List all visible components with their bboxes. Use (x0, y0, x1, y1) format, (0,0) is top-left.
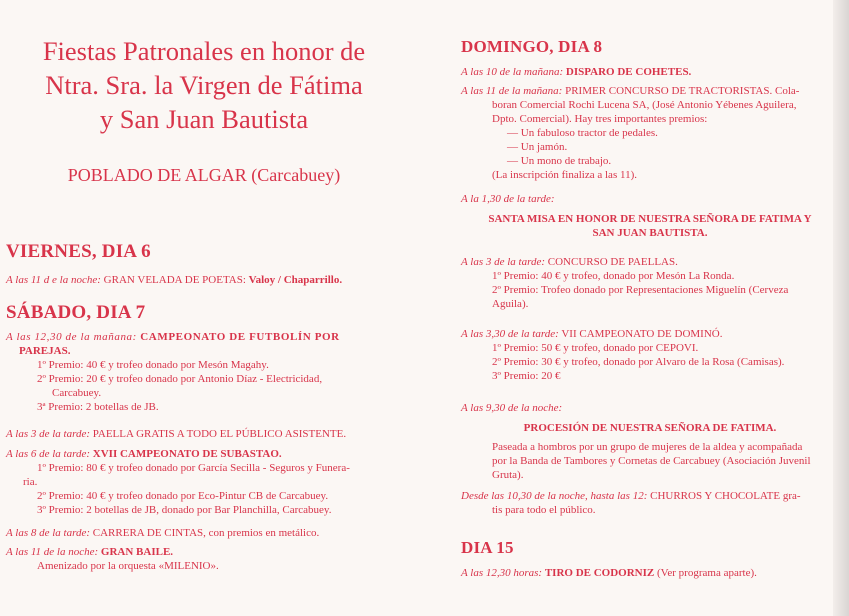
title-line-2: Ntra. Sra. la Virgen de Fátima (45, 70, 363, 100)
title-line-1: Fiestas Patronales en honor de (42, 36, 366, 66)
event-time: A las 3,30 de la tarde: (461, 328, 559, 340)
prize-1: 1º Premio: 80 € y trofeo donado por García Secilla - Seguros y Funera- (37, 462, 350, 474)
sabado-event-3 (6, 447, 406, 517)
domingo-event-6 (461, 401, 839, 482)
domingo-event-2 (461, 84, 839, 182)
prize-item-2: — Un jamón. (507, 141, 568, 153)
page-title (4, 34, 404, 136)
event-text: PAELLA GRATIS A TODO EL PÚBLICO ASISTENTE. (92, 428, 347, 440)
event-description: Amenizado por la orquesta «MILENIO». (37, 560, 219, 572)
prize-3: 3º Premio: 20 € (492, 370, 561, 382)
event-title: XVII CAMPEONATO DE SUBASTAO. (92, 448, 282, 460)
sabado-event-1 (6, 330, 404, 414)
prize-item-1: — Un fabuloso tractor de pedales. (507, 127, 658, 139)
domingo-event-3 (461, 192, 839, 240)
event-title: GRAN BAILE. (100, 546, 174, 558)
event-time: A la 1,30 de la tarde: (461, 193, 555, 205)
registration-note: (La inscripción finaliza a las 11). (492, 169, 637, 181)
event-time: A las 12,30 de la mañana: (6, 331, 137, 343)
event-text: VII CAMPEONATO DE DOMINÓ. (561, 328, 723, 340)
domingo-heading: DOMINGO, DIA 8 (461, 37, 603, 56)
sabado-heading: SÁBADO, DIA 7 (6, 302, 146, 323)
domingo-event-1 (461, 65, 839, 79)
event-title: DISPARO DE COHETES. (565, 66, 692, 78)
domingo-event-4 (461, 255, 839, 311)
prize-item-3: — Un mono de trabajo. (507, 155, 612, 167)
event-text: CHURROS Y CHOCOLATE gra- (650, 490, 801, 502)
event-time: A las 3 de la tarde: (6, 428, 91, 440)
event-time: A las 10 de la mañana: (461, 66, 564, 78)
procession-line-1: Paseada a hombros por un grupo de mujeres de la aldea y acompañada (492, 441, 803, 453)
procession-title: PROCESIÓN DE NUESTRA SEÑORA DE FATIMA. (523, 422, 777, 434)
prize-2-cont: Carcabuey. (52, 387, 102, 399)
event-time: A las 11 de la mañana: (461, 85, 563, 97)
mass-title-line-1: SANTA MISA EN HONOR DE NUESTRA SEÑORA DE FATIMA Y (488, 213, 812, 225)
event-note: (Ver programa aparte). (657, 567, 757, 579)
viernes-event-1 (6, 273, 416, 287)
prize-3: 3º Premio: 2 botellas de JB, donado por Bar Planchilla, Carcabuey. (37, 504, 332, 516)
viernes-heading: VIERNES, DIA 6 (6, 241, 151, 262)
event-time: A las 6 de la tarde: (6, 448, 91, 460)
event-time: A las 11 d e la noche: (6, 274, 101, 286)
prize-2-cont: Aguila). (492, 298, 529, 310)
sabado-event-4 (6, 526, 406, 540)
event-text-cont: tis para todo el público. (492, 504, 596, 516)
prize-2: 2º Premio: Trofeo donado por Representaciones Miguelín (Cerveza (492, 284, 789, 296)
event-text: PRIMER CONCURSO DE TRACTORISTAS. Cola- (565, 85, 800, 97)
prize-1-cont: ria. (23, 476, 38, 488)
event-text: CONCURSO DE PAELLAS. (547, 256, 678, 268)
event-text: CARRERA DE CINTAS, con premios en metálico. (92, 527, 320, 539)
event-time: A las 3 de la tarde: (461, 256, 546, 268)
event-title: CAMPEONATO DE FUTBOLÍN POR (140, 331, 340, 343)
event-time: A las 11 de la noche: (6, 546, 99, 558)
event-title-cont: PAREJAS. (19, 345, 71, 357)
prize-2: 2º Premio: 30 € y trofeo, donado por Alvaro de la Rosa (Camisas). (492, 356, 785, 368)
event-title: TIRO DE CODORNIZ (544, 567, 655, 579)
event-time: A las 8 de la tarde: (6, 527, 91, 539)
prize-2: 2º Premio: 40 € y trofeo donado por Eco-Pintur CB de Carcabuey. (37, 490, 329, 502)
mass-title-line-2: SAN JUAN BAUTISTA. (592, 227, 708, 239)
prize-2: 2º Premio: 20 € y trofeo donado por Antonio Díaz - Electricidad, (37, 373, 323, 385)
event-performers: Valoy / Chaparrillo. (248, 274, 343, 286)
domingo-event-7 (461, 489, 839, 517)
event-time: A las 12,30 horas: (461, 567, 543, 579)
procession-line-2: por la Banda de Tambores y Cornetas de Carcabuey (Asociación Juvenil (492, 455, 811, 467)
prize-3: 3ª Premio: 2 botellas de JB. (37, 401, 159, 413)
event-text-line-3: Dpto. Comercial). Hay tres importantes premios: (492, 113, 708, 125)
event-time: A las 9,30 de la noche: (461, 402, 563, 414)
subtitle: POBLADO DE ALGAR (Carcabuey) (67, 165, 341, 185)
title-line-3: y San Juan Bautista (99, 104, 309, 134)
sabado-event-2 (6, 427, 406, 441)
prize-1: 1º Premio: 40 € y trofeo donado por Mesón Magahy. (37, 359, 269, 371)
dia15-event-1 (461, 566, 839, 580)
event-text-line-2: boran Comercial Rochi Lucena SA, (José Antonio Yébenes Aguilera, (492, 99, 797, 111)
domingo-event-5 (461, 327, 839, 383)
event-time: Desde las 10,30 de la noche, hasta las 12: (461, 490, 648, 502)
procession-line-3: Gruta). (492, 469, 524, 481)
dia15-heading: DIA 15 (461, 538, 514, 557)
sabado-event-5 (6, 545, 406, 573)
event-text: GRAN VELADA DE POETAS: (103, 274, 246, 286)
prize-1: 1º Premio: 40 € y trofeo, donado por Mesón La Ronda. (492, 270, 735, 282)
prize-1: 1º Premio: 50 € y trofeo, donado por CEPOVI. (492, 342, 699, 354)
